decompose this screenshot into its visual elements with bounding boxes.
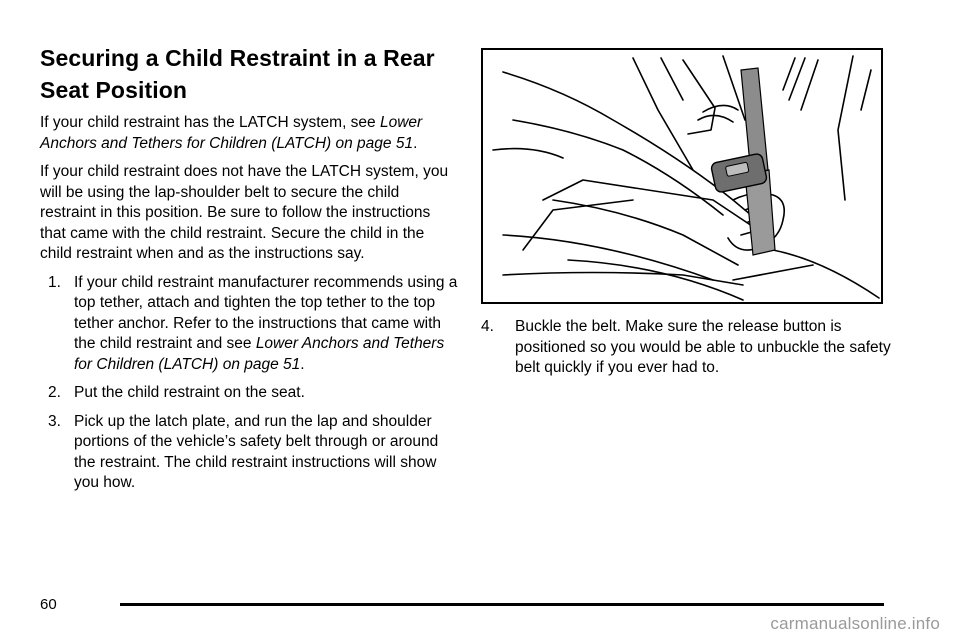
step-2-text: Put the child restraint on the seat. — [74, 384, 305, 401]
watermark: carmanualsonline.info — [770, 614, 940, 633]
step-2 — [40, 383, 458, 404]
right-column — [481, 317, 911, 387]
step-number: 1. — [48, 273, 61, 291]
p1-end: . — [413, 134, 418, 152]
p1-text: If your child restraint has the LATCH system, see — [40, 114, 380, 131]
step-1-end: . — [300, 355, 305, 373]
page-number: 60 — [40, 596, 57, 613]
step-number: 4. — [481, 318, 494, 335]
step-1 — [40, 273, 458, 376]
step-number: 2. — [48, 384, 61, 401]
latch-reference-link[interactable]: Lower Anchors and Tethers for Children (LATCH) on page 51 — [40, 114, 423, 152]
step-1-text: If your child restraint manufacturer recommends using a top tether, attach and tighten the top tether to the top tether anchor. Refer to the instructions that came with the child restraint and see — [74, 273, 458, 352]
step-number: 3. — [48, 412, 61, 430]
hands-buckle-illustration — [483, 50, 881, 302]
step-4-text: Buckle the belt. Make sure the release button is positioned so you would be able to unbuckle the safety belt quickly if you ever had to. — [515, 318, 891, 376]
heading-line-2: Seat Position — [40, 77, 187, 103]
intro-paragraph-latch — [40, 113, 458, 154]
step-3 — [40, 412, 458, 494]
heading-line-1: Securing a Child Restraint in a Rear — [40, 45, 435, 71]
left-column — [40, 42, 458, 502]
step-3-text: Pick up the latch plate, and run the lap and shoulder portions of the vehicle’s safety belt through or around the restraint. The child restraint instructions will show you how. — [74, 412, 439, 491]
footer-rule — [120, 603, 884, 606]
step-4 — [481, 317, 911, 379]
intro-paragraph-no-latch: If your child restraint does not have the LATCH system, you will be using the lap-shoulder belt to secure the child restraint in this position. Be sure to follow the instructions that came with the child restraint. Secure the child in the child restraint when and as the instructions say. — [40, 163, 449, 262]
section-heading — [40, 42, 458, 106]
illustration-buckling-belt — [481, 48, 883, 304]
step-1-latch-reference-link[interactable]: Lower Anchors and Tethers for Children (LATCH) on page 51 — [74, 335, 445, 373]
